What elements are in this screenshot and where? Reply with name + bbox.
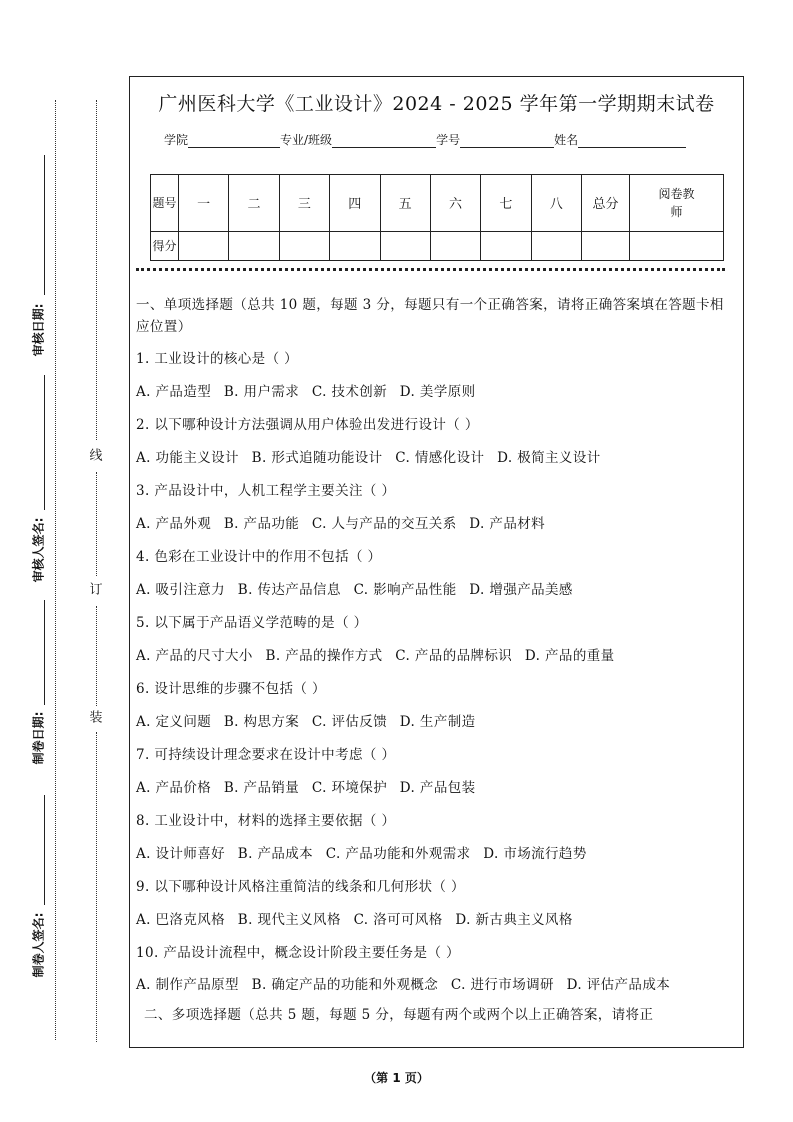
option: C. 环境保护 [311, 780, 388, 796]
option: C. 产品的品牌标识 [395, 648, 513, 664]
option: D. 产品的重量 [524, 648, 615, 664]
question-4: 4. 色彩在工业设计中的作用不包括（ ） [136, 549, 382, 565]
option: D. 增强产品美感 [469, 582, 573, 598]
review-date-label: 审核日期: [31, 303, 46, 357]
question-8-options [136, 843, 737, 876]
col-2: 二 [229, 175, 279, 232]
score-cell[interactable] [279, 231, 329, 260]
binding-char-staple: 订 [89, 582, 103, 598]
option: D. 极简主义设计 [497, 450, 601, 466]
question-9: 9. 以下哪种设计风格注重简洁的线条和几何形状（ ） [136, 879, 465, 895]
question-1: 1. 工业设计的核心是（ ） [136, 351, 299, 367]
student-info-row [164, 131, 686, 148]
option: A. 功能主义设计 [136, 450, 239, 466]
option: A. 制作产品原型 [136, 977, 239, 993]
col-1: 一 [179, 175, 229, 232]
option: D. 生产制造 [399, 714, 476, 730]
question-9-options [136, 909, 737, 942]
col-7: 七 [481, 175, 531, 232]
college-field[interactable] [188, 135, 280, 148]
question-3: 3. 产品设计中，人机工程学主要关注（ ） [136, 483, 396, 499]
score-table [150, 174, 724, 261]
option: B. 用户需求 [223, 384, 300, 400]
binding-dotted-line-1 [96, 100, 97, 440]
question-7: 7. 可持续设计理念要求在设计中考虑（ ） [136, 747, 396, 763]
option: D. 新古典主义风格 [455, 912, 573, 928]
option: C. 进行市场调研 [450, 977, 554, 993]
option: C. 产品功能和外观需求 [325, 846, 471, 862]
college-label: 学院 [164, 133, 189, 147]
score-table-score-row [151, 231, 724, 260]
option: B. 现代主义风格 [237, 912, 341, 928]
name-label: 姓名 [554, 133, 579, 147]
reviewer-signature-line [44, 375, 45, 510]
option: A. 产品价格 [136, 780, 212, 796]
exam-frame [129, 76, 744, 1048]
name-field[interactable] [578, 135, 686, 148]
question-10: 10. 产品设计流程中，概念设计阶段主要任务是（ ） [136, 945, 460, 961]
option: B. 产品销量 [223, 780, 300, 796]
exam-title: 广州医科大学《工业设计》2024 - 2025 学年第一学期期末试卷 [158, 93, 715, 115]
major-class-label: 专业/班级 [280, 133, 333, 147]
col-5: 五 [380, 175, 430, 232]
option: C. 情感化设计 [395, 450, 485, 466]
score-cell[interactable] [380, 231, 430, 260]
option: C. 人与产品的交互关系 [311, 516, 457, 532]
binding-dotted-line-3 [96, 606, 97, 706]
student-id-field[interactable] [460, 135, 554, 148]
reviewer-signature-label: 审核人签名: [31, 517, 46, 583]
col-grader: 阅卷教师 [630, 175, 724, 232]
question-2-options [136, 447, 737, 480]
col-4: 四 [330, 175, 380, 232]
score-cell[interactable] [179, 231, 229, 260]
option: B. 产品的操作方式 [265, 648, 383, 664]
section-2-heading: 二、多项选择题（总共 5 题，每题 5 分，每题有两个或两个以上正确答案，请将正 [144, 1007, 654, 1023]
score-cell[interactable] [531, 231, 581, 260]
option: A. 产品的尺寸大小 [136, 648, 253, 664]
review-date-line [44, 155, 45, 295]
option: D. 产品材料 [469, 516, 546, 532]
col-8: 八 [531, 175, 581, 232]
margin-dotted-line [55, 100, 56, 1040]
dotted-divider [136, 268, 725, 271]
question-6-options [136, 711, 737, 744]
paper-maker-signature-line [44, 795, 45, 905]
option: C. 影响产品性能 [353, 582, 457, 598]
option: A. 定义问题 [136, 714, 212, 730]
option: A. 吸引注意力 [136, 582, 226, 598]
score-cell[interactable] [630, 231, 724, 260]
question-2: 2. 以下哪种设计方法强调从用户体验出发进行设计（ ） [136, 417, 479, 433]
section-1-heading: 一、单项选择题（总共 10 题，每题 3 分，每题只有一个正确答案，请将正确答案填在答题卡相应位置） [136, 297, 724, 335]
option: C. 洛可可风格 [353, 912, 443, 928]
question-5-options [136, 645, 737, 678]
option: C. 技术创新 [311, 384, 388, 400]
option: B. 产品成本 [237, 846, 314, 862]
paper-date-line [44, 600, 45, 705]
paper-maker-signature-label: 制卷人签名: [31, 912, 46, 978]
question-number-label: 题号 [151, 175, 179, 232]
question-10-options [136, 975, 737, 996]
option: B. 传达产品信息 [237, 582, 341, 598]
question-4-options [136, 579, 737, 612]
score-cell[interactable] [330, 231, 380, 260]
question-6: 6. 设计思维的步骤不包括（ ） [136, 681, 326, 697]
option: B. 确定产品的功能和外观概念 [251, 977, 439, 993]
col-3: 三 [279, 175, 329, 232]
option: D. 产品包装 [399, 780, 476, 796]
question-8: 8. 工业设计中，材料的选择主要依据（ ） [136, 813, 396, 829]
binding-char-line: 线 [89, 448, 103, 464]
option: D. 市场流行趋势 [483, 846, 587, 862]
score-label: 得分 [151, 231, 179, 260]
option: C. 评估反馈 [311, 714, 388, 730]
score-cell[interactable] [430, 231, 480, 260]
question-3-options [136, 513, 737, 546]
binding-dotted-line-2 [96, 472, 97, 576]
binding-char-bind: 装 [89, 710, 103, 726]
question-1-options [136, 381, 737, 414]
question-5: 5. 以下属于产品语义学范畴的是（ ） [136, 615, 368, 631]
score-cell[interactable] [582, 231, 630, 260]
question-7-options [136, 777, 737, 810]
score-cell[interactable] [229, 231, 279, 260]
binding-dotted-line-4 [96, 732, 97, 1042]
col-6: 六 [430, 175, 480, 232]
option: A. 设计师喜好 [136, 846, 226, 862]
option: D. 评估产品成本 [566, 977, 671, 993]
option: A. 产品造型 [136, 384, 212, 400]
score-table-header-row [151, 175, 724, 232]
page-number: （第 1 页） [364, 1071, 429, 1085]
score-cell[interactable] [481, 231, 531, 260]
paper-date-label: 制卷日期: [31, 711, 46, 765]
col-total: 总分 [582, 175, 630, 232]
exam-body [136, 294, 737, 1026]
student-id-label: 学号 [436, 133, 461, 147]
major-class-field[interactable] [332, 135, 436, 148]
option: B. 形式追随功能设计 [251, 450, 383, 466]
option: A. 巴洛克风格 [136, 912, 226, 928]
option: D. 美学原则 [399, 384, 476, 400]
option: B. 构思方案 [223, 714, 300, 730]
option: A. 产品外观 [136, 516, 212, 532]
option: B. 产品功能 [223, 516, 300, 532]
